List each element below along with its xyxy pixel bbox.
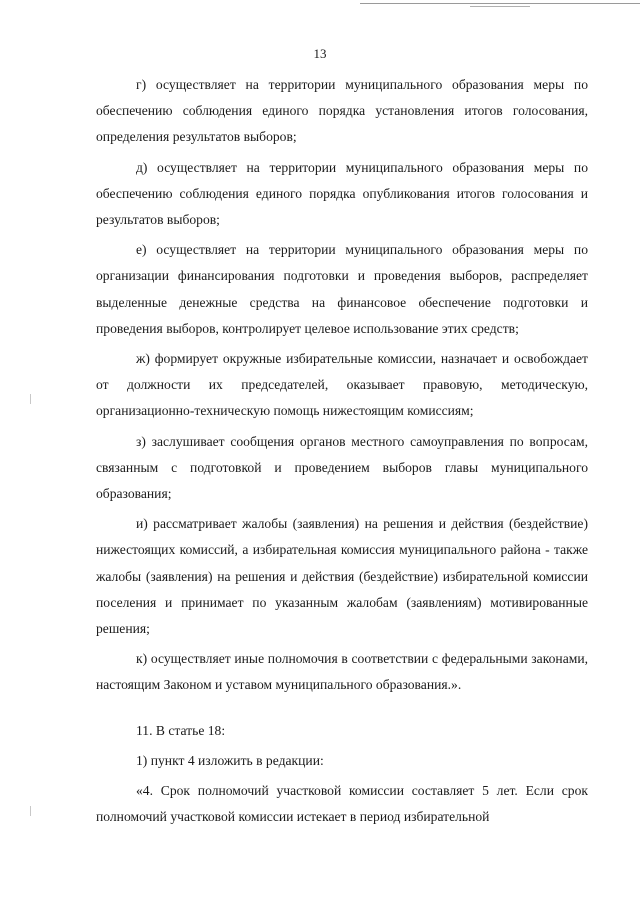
paragraph-zh: ж) формирует окружные избирательные комиссии, назначает и освобождает от должности их председателей, оказывает правовую, методическую, организационно-техническую помощь нижестоящим комиссиям; [96,351,588,419]
paragraph-d: д) осуществляет на территории муниципального образования меры по обеспечению соблюдения единого порядка опубликования итогов голосования и результатов выборов; [96,159,588,228]
paragraph-k: к) осуществляет иные полномочия в соответствии с федеральными законами, настоящим Законом и уставом муниципального образования.». [96,651,588,693]
paragraph-item-4-text: «4. Срок полномочий участковой комиссии составляет 5 лет. Если срок полномочий участковой комиссии истекает в период избирательной [96,783,588,825]
page-number: 13 [313,46,327,61]
scan-margin-mark [30,806,31,816]
paragraph-i: и) рассматривает жалобы (заявления) на решения и действия (бездействие) нижестоящих комиссий, а избирательная комиссия муниципального района - также жалобы (заявления) на решения и действия (бездействие) избирательной комиссии поселения и принимает по указанным жалобам (заявлениям) мотивированные решения; [96,516,588,637]
paragraph-g: г) осуществляет на территории муниципального образования меры по обеспечению соблюдения единого порядка установления итогов голосования, определения результатов выборов; [96,77,588,145]
scan-margin-mark [30,394,31,404]
scan-top-rule-short [470,6,530,7]
paragraph-article-18: 11. В статье 18: [136,722,226,738]
scan-top-rule [360,3,640,4]
paragraph-e: е) осуществляет на территории муниципального образования меры по организации финансирования подготовки и проведения выборов, распределяет выделенные денежные средства на финансовое обеспечение подготовки и проведения выборов, контролирует целевое использование этих средств; [96,242,588,336]
paragraph-item-1: 1) пункт 4 изложить в редакции: [136,752,324,768]
document-body [96,72,588,830]
paragraph-z: з) заслушивает сообщения органов местного самоуправления по вопросам, связанным с подготовкой и проведением выборов главы муниципального образования; [96,433,588,502]
